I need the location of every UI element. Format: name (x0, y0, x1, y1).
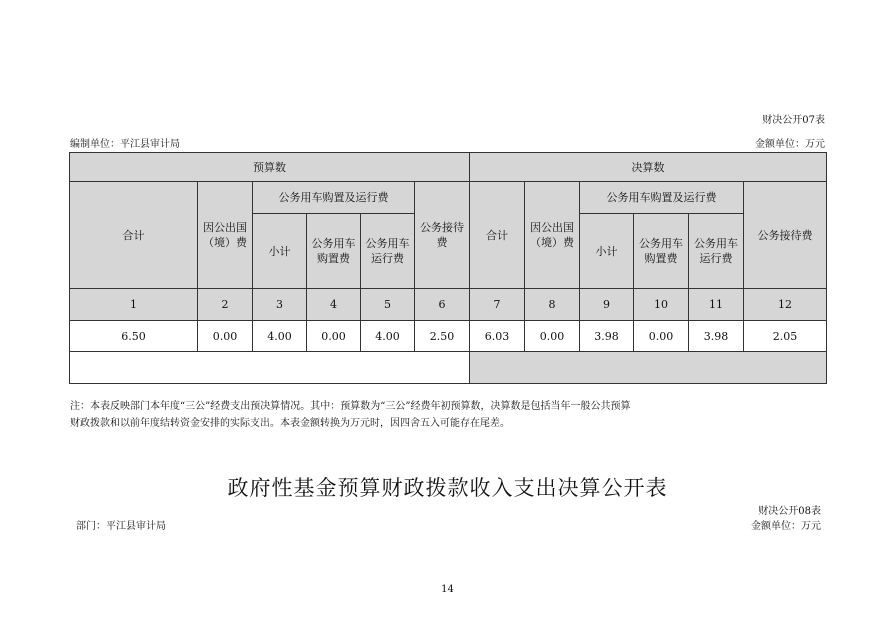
col-number: 9 (580, 289, 634, 321)
value-cell: 0.00 (307, 321, 361, 352)
value-cell: 0.00 (634, 321, 689, 352)
note-line-2: 财政拨款和以前年度结转资金安排的实际支出。本表金额转换为万元时，因四舍五入可能存在尾差。 (70, 418, 510, 429)
col-number: 10 (634, 289, 689, 321)
department-label: 部门：平江县审计局 (76, 521, 166, 532)
final-subtotal-header: 小计 (580, 214, 634, 289)
col-number: 12 (744, 289, 827, 321)
budget-header: 预算数 (70, 153, 470, 182)
empty-budget-cell (70, 352, 470, 384)
amount-unit-2: 金额单位：万元 (751, 521, 821, 532)
col-number: 6 (415, 289, 470, 321)
three-public-expenses-table (69, 152, 827, 384)
col-number: 2 (198, 289, 253, 321)
value-cell: 0.00 (198, 321, 253, 352)
budget-abroad-header: 因公出国（境）费 (198, 182, 253, 289)
compiling-unit: 编制单位：平江县审计局 (70, 139, 180, 150)
column-number-row (70, 289, 827, 321)
value-cell: 6.50 (70, 321, 198, 352)
empty-final-cell (470, 352, 827, 384)
note-line-1: 注：本表反映部门本年度“三公”经费支出预决算情况。其中：预算数为“三公”经费年初预算数，决算数是包括当年一般公共预算 (70, 401, 631, 412)
value-cell: 0.00 (525, 321, 580, 352)
value-cell: 2.05 (744, 321, 827, 352)
final-vehicle-purchase-header: 公务用车购置费 (634, 214, 689, 289)
col-number: 8 (525, 289, 580, 321)
budget-subtotal-header: 小计 (253, 214, 307, 289)
page-number: 14 (441, 584, 454, 595)
final-total-header: 合计 (470, 182, 525, 289)
col-number: 1 (70, 289, 198, 321)
final-vehicle-operation-header: 公务用车运行费 (689, 214, 744, 289)
table-row (70, 321, 827, 352)
section-title: 政府性基金预算财政拨款收入支出决算公开表 (227, 476, 668, 500)
amount-unit: 金额单位：万元 (755, 139, 825, 150)
final-vehicle-header: 公务用车购置及运行费 (580, 182, 744, 214)
col-number: 3 (253, 289, 307, 321)
value-cell: 3.98 (580, 321, 634, 352)
col-number: 4 (307, 289, 361, 321)
col-number: 11 (689, 289, 744, 321)
budget-total-header: 合计 (70, 182, 198, 289)
form-id-08: 财决公开08表 (758, 506, 821, 517)
form-id-07: 财决公开07表 (762, 115, 825, 126)
value-cell: 2.50 (415, 321, 470, 352)
budget-vehicle-header: 公务用车购置及运行费 (253, 182, 415, 214)
budget-vehicle-purchase-header: 公务用车购置费 (307, 214, 361, 289)
col-number: 5 (361, 289, 415, 321)
budget-vehicle-operation-header: 公务用车运行费 (361, 214, 415, 289)
budget-reception-header: 公务接待费 (415, 182, 470, 289)
value-cell: 3.98 (689, 321, 744, 352)
empty-row (70, 352, 827, 384)
final-header: 决算数 (470, 153, 827, 182)
value-cell: 4.00 (361, 321, 415, 352)
value-cell: 6.03 (470, 321, 525, 352)
col-number: 7 (470, 289, 525, 321)
value-cell: 4.00 (253, 321, 307, 352)
final-abroad-header: 因公出国（境）费 (525, 182, 580, 289)
final-reception-header: 公务接待费 (744, 182, 827, 289)
